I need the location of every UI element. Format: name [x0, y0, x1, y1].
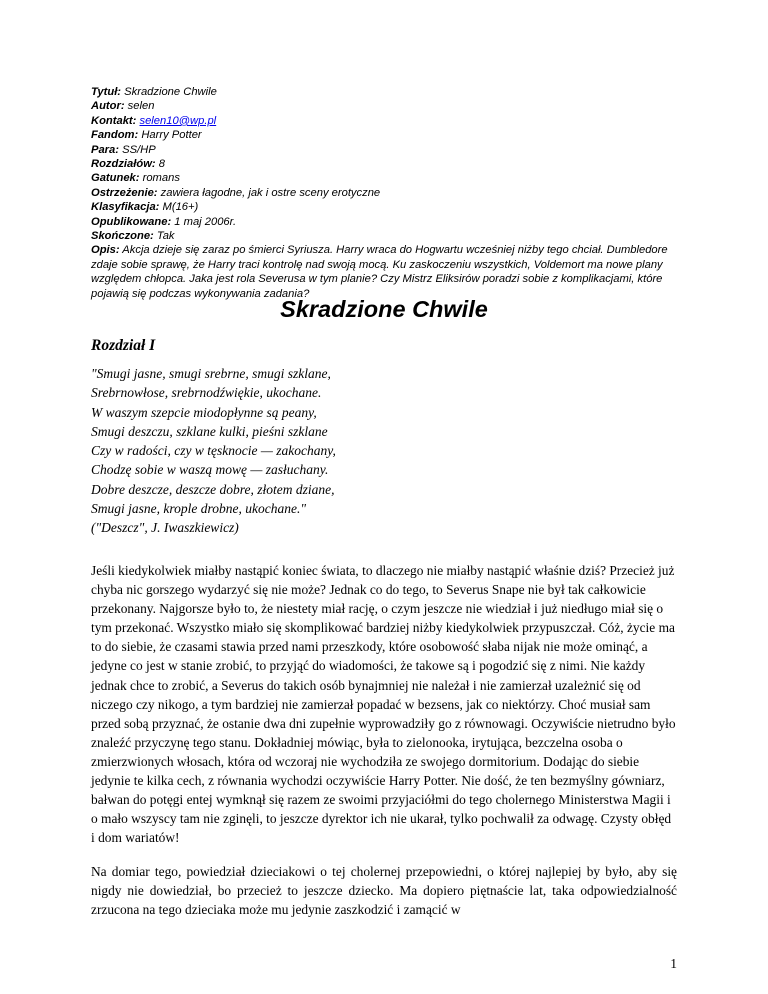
meta-contact: Kontakt: selen10@wp.pl: [91, 114, 217, 127]
meta-published: Opublikowane: 1 maj 2006r.: [91, 215, 237, 228]
story-metadata: [91, 85, 671, 301]
meta-title: Tytuł: Skradzione Chwile: [91, 86, 217, 98]
poem-line: "Smugi jasne, smugi srebrne, smugi szklane,: [91, 366, 331, 381]
poem-line: Smugi jasne, krople drobne, ukochane.": [91, 501, 306, 517]
meta-pair: Para: SS/HP: [91, 143, 156, 156]
meta-warning: Ostrzeżenie: zawiera łagodne, jak i ostre sceny erotyczne: [91, 186, 381, 199]
body-paragraph-1: Jeśli kiedykolwiek miałby nastąpić koniec świata, to dlaczego nie miałby nastąpić właśnie dziś? Przecież już chyba nic gorszego wydarzyć się nie może? Jednak co do tego, to Severus Snape nie był tak całkowicie przekonany. Najgorsze było to, że niestety miał rację, o czym jeszcze nie wiedział i już niedługo miał się o tym przekonać. Wszystko miało się skomplikować bardziej niżby kiedykolwiek przypuszczał. Cóż, życie ma to do siebie, że czasami stawia przed nami przeszkody, które osobowość słaba nijak nie może ominąć, a jedyne co jest w stanie zrobić, to przyjąć do wiadomości, że takowe są i pogodzić się z nimi. Nie każdy jednak chce to zrobić, a Severus do takich osób bynajmniej nie należał i nie zamierzał uzależnić się od niczego czy nikogo, a tym bardziej nie zamierzał popadać w bezsens, jak co niektórzy. Choć musiał sam przed sobą przyznać, że ostanie dwa dni zupełnie wyprowadziły go z równowagi. Oczywiście nietrudno było znaleźć przyczynę tego stanu. Dokładniej mówiąc, była to zielonooka, irytująca, bezczelna osoba o zmierzwionych włosach, która od wczoraj nie wychodziła ze swojego dormitorium. Dodając do siebie jedynie te kilka cech, z równania wychodzi oczywiście Harry Potter. Nie dość, że ten bezmyślny gówniarz, bałwan do potęgi entej wymknął się razem ze swoimi przyjaciółmi do tego cholernego Ministerstwa Magii i o mało wszyscy tam nie zginęli, to jeszcze dyrektor ich nie ukarał, tylko pochwalił za odwagę. Czysty obłęd i dom wariatów!: [91, 563, 676, 846]
poem-line: Dobre deszcze, deszcze dobre, złotem dziane,: [91, 481, 335, 497]
page-number: 1: [670, 956, 677, 971]
poem-line: Smugi deszczu, szklane kulki, pieśni szklane: [91, 423, 328, 439]
poem-line: Czy w radości, czy w tęsknocie — zakochany,: [91, 443, 336, 459]
poem-line: Chodzę sobie w waszą mowę — zasłuchany.: [91, 462, 329, 478]
meta-finished: Skończone: Tak: [91, 230, 175, 243]
contact-email-link[interactable]: selen10@wp.pl: [139, 114, 217, 127]
story-title: Skradzione Chwile: [280, 296, 488, 322]
poem-attribution: ("Deszcz", J. Iwaszkiewicz): [91, 520, 239, 536]
poem-line: Srebrnowłose, srebrnodźwiękie, ukochane.: [91, 385, 322, 401]
meta-author: Autor: selen: [91, 100, 155, 113]
meta-genre: Gatunek: romans: [91, 172, 180, 185]
chapter-title: Rozdział I: [91, 337, 156, 354]
poem-epigraph: [91, 364, 671, 538]
meta-fandom: Fandom: Harry Potter: [91, 129, 202, 142]
meta-rating: Klasyfikacja: M(16+): [91, 201, 199, 214]
body-paragraph-2: Na domiar tego, powiedział dzieciakowi o tej cholernej przepowiedni, o której najlepiej by było, aby się nigdy nie dowiedział, bo przecież to jeszcze dziecko. Ma dopiero piętnaście lat, taka odpowiedzialność zrzucona na tego dzieciaka może mu jedynie zaszkodzić i zamącić w: [91, 864, 677, 918]
meta-summary: Opis: Akcja dzieje się zaraz po śmierci Syriusza. Harry wraca do Hogwartu wcześniej niżby tego chciał. Dumbledore zdaje sobie sprawę, że Harry traci kontrolę nad swoją mocą. Ku zaskoczeniu wszystkich, Voldemort ma nowe plany względem chłopca. Jaka jest rola Severusa w tym planie? Czy Mistrz Eliksirów poradzi sobie z komplikacjami, które pojawią się podczas wykonywania zadania?: [91, 244, 668, 300]
meta-chapters: Rozdziałów: 8: [91, 158, 165, 171]
poem-line: W waszym szepcie miodopłynne są peany,: [91, 404, 317, 420]
